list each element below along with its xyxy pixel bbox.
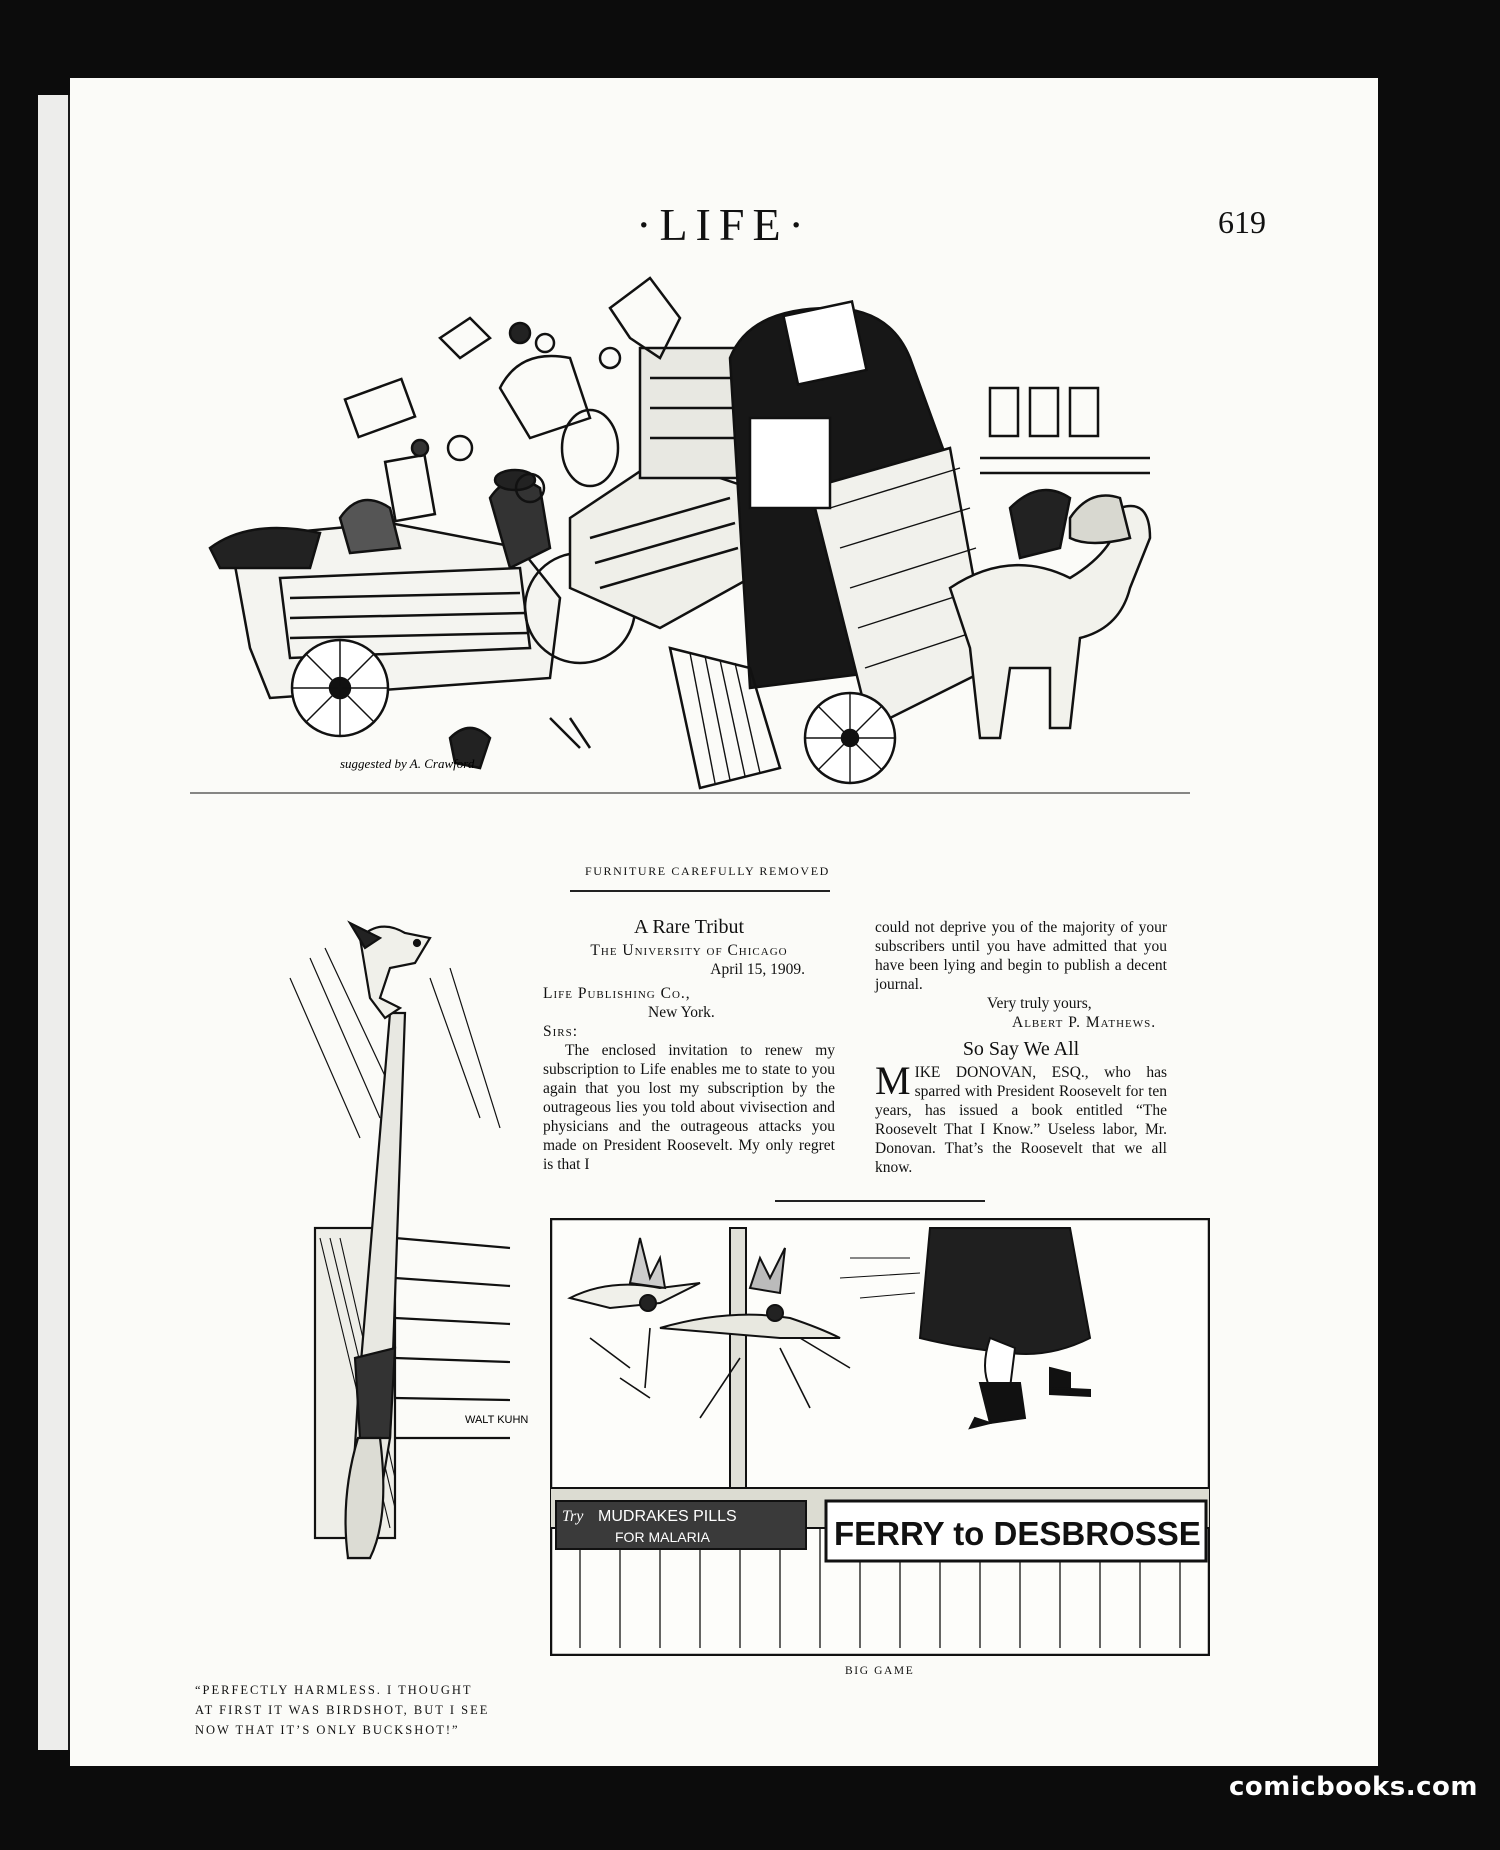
article-so-say-we-all-title: So Say We All [962,1038,1080,1060]
site-watermark: comicbooks.com [1228,1772,1478,1802]
letter-signer: Albert P. Mathews. [1012,1014,1157,1031]
furniture-cartoon [190,248,1240,828]
article-rare-tribut-right [875,918,1167,1177]
rule-under-caption [570,890,830,892]
rifle-cartoon [230,918,550,1578]
caption-line-1: “PERFECTLY HARMLESS. I THOUGHT [195,1683,473,1697]
top-cartoon-caption: FURNITURE CAREFULLY REMOVED [585,864,830,878]
big-game-cartoon [550,1218,1210,1656]
article-so-say-we-all-body [875,1058,1167,1177]
sign-malaria-text: FOR MALARIA [615,1529,710,1545]
article-rare-tribut-left [543,918,835,1174]
article-title: A Rare Tribut [633,916,745,938]
letter-date: April 15, 1909. [710,961,805,978]
sign-try-text: Try [562,1508,584,1525]
drop-cap: M [875,1058,911,1103]
book-binding [38,95,73,1750]
letter-salutation: Sirs: [543,1023,579,1040]
big-game-caption: BIG GAME [845,1665,915,1677]
rule-above-big-game [775,1200,985,1202]
rifle-cartoon-caption [195,1680,535,1740]
letter-body-part-2: could not deprive you of the majority of your subscribers until you have admitted that you have been lying and begin to publish a decent journal. [875,919,1167,993]
masthead: ·LIFE· [636,199,812,250]
letter-body-part-1: The enclosed invitation to renew my subscription to Life enables me to state to you again that you lost my subscription by the outrageous lies you told about vivisection and physicians and the outrageous attacks you made on President Roosevelt. My only regret is that I [543,1042,835,1173]
cartoon-signature: suggested by A. Crawford [340,756,475,771]
caption-line-3: NOW THAT IT’S ONLY BUCKSHOT!” [195,1723,460,1737]
page-number: 619 [1218,204,1266,240]
letter-addressee: Life Publishing Co., [543,985,691,1002]
rifle-cartoon-signature: WALT KUHN [465,1414,529,1426]
article-body-text: IKE DONOVAN, ESQ., who has sparred with President Roosevelt for ten years, has issued a book entitled “The Roosevelt That I Know.” Useless labor, Mr. Donovan. That’s the Roosevelt that we all know. [875,1064,1167,1176]
letter-city: New York. [648,1004,715,1021]
magazine-page [70,78,1378,1766]
letter-from: The University of Chicago [590,942,788,959]
sign-mudrakes-text: MUDRAKES PILLS [598,1508,737,1525]
caption-line-2: AT FIRST IT WAS BIRDSHOT, BUT I SEE [195,1703,490,1717]
sign-ferry-text: FERRY to DESBROSSE [834,1515,1201,1552]
letter-closing: Very truly yours, [987,995,1092,1012]
